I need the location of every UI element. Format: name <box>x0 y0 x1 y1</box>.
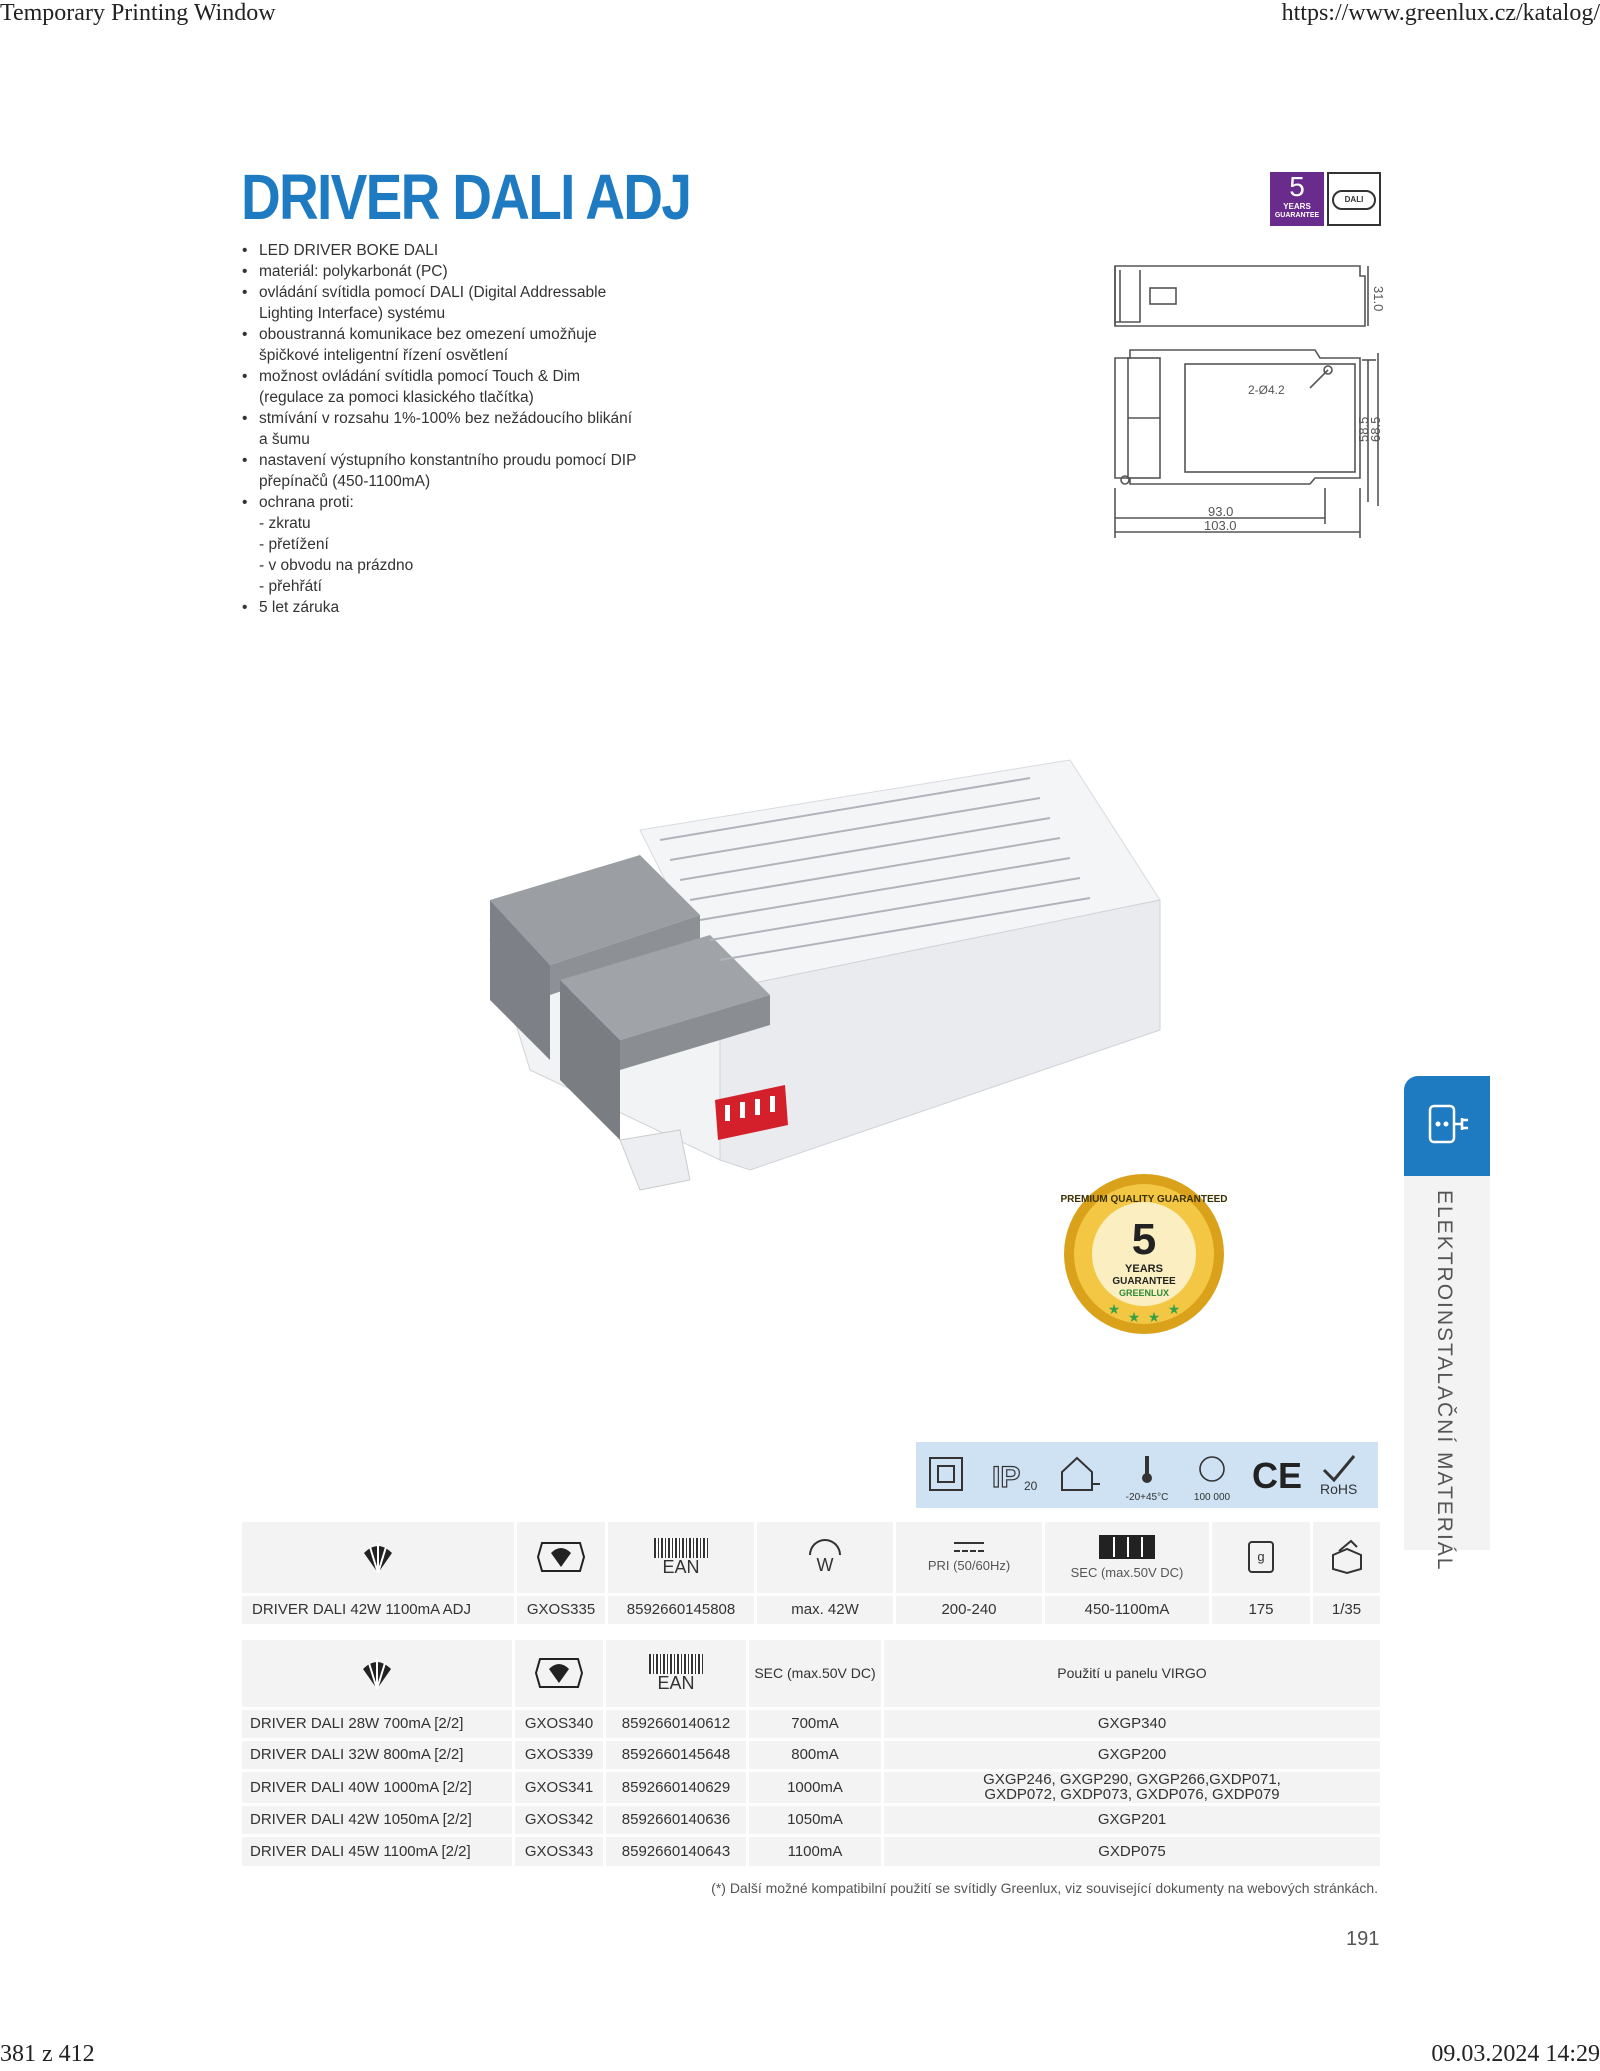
table2-sec: 1000mA <box>748 1770 883 1804</box>
feature-item: • ovládání svítidla pomocí DALI (Digital Addressable Lighting Interface) systému <box>242 282 642 324</box>
use-line-1: GXGP340 <box>1097 1715 1167 1732</box>
side-tab-icon-area[interactable] <box>1404 1076 1490 1176</box>
table2-sec: 1050mA <box>748 1804 883 1835</box>
page-number: 191 <box>1346 1928 1380 1950</box>
feature-sub-item: - přehřátí <box>259 578 322 595</box>
table2-code: GXOS340 <box>514 1708 605 1739</box>
sec-header: SEC (max.50V DC) <box>1070 1564 1184 1580</box>
dim-width-outer: 68.5 <box>1368 416 1383 442</box>
table1-weight: 175 <box>1211 1594 1312 1624</box>
product-code-icon <box>536 1539 586 1575</box>
table2-use <box>883 1835 1381 1866</box>
table2-name: DRIVER DALI 28W 700mA [2/2] <box>242 1708 514 1739</box>
feature-list <box>242 240 642 618</box>
table2-use <box>883 1739 1381 1770</box>
feature-item: • stmívání v rozsahu 1%-100% bez nežádoucího blikání a šumu <box>242 408 642 450</box>
table2-ean: 8592660140612 <box>605 1708 748 1739</box>
use-header: Použití u panelu VIRGO <box>1057 1665 1207 1682</box>
table1-ean: 8592660145808 <box>607 1594 756 1624</box>
guarantee-years-number: 5 <box>1289 171 1305 202</box>
svg-text:IP: IP <box>992 1461 1021 1494</box>
print-datetime: 09.03.2024 14:29 <box>1431 2041 1600 2067</box>
feature-sub-item: - přetížení <box>259 536 329 553</box>
svg-text:★: ★ <box>1147 1309 1161 1325</box>
feature-item: • 5 let záruka <box>242 597 642 618</box>
seal-guarantee: GUARANTEE <box>1112 1276 1176 1287</box>
use-line-2: GXDP072, GXDP073, GXDP076, GXDP079 <box>984 1786 1280 1803</box>
table1-pri: 200-240 <box>895 1594 1044 1624</box>
spec-table <box>242 1522 1380 1624</box>
rohs-icon <box>1320 1456 1357 1497</box>
feature-item: • možnost ovládání svítidla pomocí Touch & Dim (regulace za pomoci klasického tlačítka) <box>242 366 642 408</box>
table1-watt: max. 42W <box>756 1594 895 1624</box>
ce-icon: CE <box>1252 1455 1303 1496</box>
svg-text:★: ★ <box>1127 1309 1141 1325</box>
table2-ean: 8592660140643 <box>605 1835 748 1866</box>
svg-text:-20+45°C: -20+45°C <box>1125 1492 1169 1503</box>
use-line-1: GXGP201 <box>1097 1811 1167 1828</box>
table2-sec: 1100mA <box>748 1835 883 1866</box>
lifetime-icon <box>1194 1457 1231 1503</box>
weight-icon: g <box>1248 1541 1274 1573</box>
guarantee-years-label: YEARS <box>1283 202 1311 211</box>
barcode-icon <box>654 1538 708 1558</box>
svg-text:20: 20 <box>1024 1479 1038 1493</box>
table1-pack: 1/35 <box>1312 1594 1381 1624</box>
feature-item: • ochrana proti: <box>242 492 642 513</box>
product-title: DRIVER DALI ADJ <box>241 161 691 233</box>
indoor-icon <box>1062 1458 1100 1490</box>
table2-code: GXOS342 <box>514 1804 605 1835</box>
pri-header: PRI (50/60Hz) <box>927 1557 1011 1573</box>
table1-name: DRIVER DALI 42W 1100mA ADJ <box>242 1594 516 1624</box>
side-tab-label: ELEKTROINSTALAČNÍ MATERIÁL <box>1433 1190 1456 1572</box>
class-ii-icon <box>930 1458 962 1490</box>
feature-item: • LED DRIVER BOKE DALI <box>242 240 642 261</box>
technical-drawing <box>1110 258 1386 544</box>
dim-length-outer: 103.0 <box>1204 518 1237 533</box>
print-page-counter: 381 z 412 <box>0 2041 95 2067</box>
svg-text:★: ★ <box>1107 1301 1121 1317</box>
package-icon <box>1329 1539 1365 1575</box>
premium-guarantee-seal <box>1062 1172 1226 1336</box>
feature-sub-item: - zkratu <box>259 515 311 532</box>
power-icon <box>809 1539 841 1555</box>
table-row <box>242 1804 1380 1835</box>
driver-product-icon <box>359 1655 395 1691</box>
guarantee-badge <box>1270 172 1324 226</box>
table2-code: GXOS341 <box>514 1770 605 1804</box>
table2-code: GXOS343 <box>514 1835 605 1866</box>
table2-ean: 8592660145648 <box>605 1739 748 1770</box>
dip-setting-icon <box>1099 1535 1155 1559</box>
svg-text:RoHS: RoHS <box>1320 1481 1358 1497</box>
ip20-icon <box>992 1461 1038 1494</box>
seal-number: 5 <box>1131 1215 1157 1264</box>
table-row <box>242 1770 1380 1804</box>
table1-sec: 450-1100mA <box>1044 1594 1211 1624</box>
use-line-1: GXDP075 <box>1098 1842 1166 1860</box>
table2-code: GXOS339 <box>514 1739 605 1770</box>
table1-code: GXOS335 <box>516 1594 607 1624</box>
feature-item: • oboustranná komunikace bez omezení umožňuje špičkové inteligentní řízení osvětlení <box>242 324 642 366</box>
dali-logo-text: DALI <box>1332 190 1376 210</box>
temperature-icon <box>1126 1456 1169 1503</box>
guarantee-label: GUARANTEE <box>1274 212 1320 219</box>
barcode-icon <box>649 1654 703 1674</box>
seal-ring-text: PREMIUM QUALITY GUARANTEED <box>1060 1194 1228 1205</box>
table2-name: DRIVER DALI 45W 1100mA [2/2] <box>242 1835 514 1866</box>
compatibility-table <box>242 1640 1380 1866</box>
print-window-title: Temporary Printing Window <box>0 0 276 26</box>
dim-hole: 2-Ø4.2 <box>1248 383 1285 397</box>
certification-icons-bar <box>916 1442 1378 1508</box>
svg-text:★: ★ <box>1167 1301 1181 1317</box>
watt-header: W <box>816 1555 834 1576</box>
table2-use <box>883 1708 1381 1739</box>
table2-name: DRIVER DALI 42W 1050mA [2/2] <box>242 1804 514 1835</box>
table2-ean: 8592660140636 <box>605 1804 748 1835</box>
table2-use <box>883 1770 1381 1804</box>
use-line-1: GXGP200 <box>1097 1746 1167 1763</box>
electric-socket-icon <box>1404 1076 1490 1176</box>
sec-header-2: SEC (max.50V DC) <box>748 1640 883 1708</box>
table2-sec: 700mA <box>748 1708 883 1739</box>
footnote: (*) Další možné kompatibilní použití se svítidly Greenlux, viz související dokumenty na webových stránkách. <box>711 1880 1378 1896</box>
seal-brand: GREENLUX <box>1118 1288 1170 1298</box>
ean-header: EAN <box>662 1557 700 1578</box>
table2-ean: 8592660140629 <box>605 1770 748 1804</box>
primary-voltage-icon <box>954 1542 984 1552</box>
table2-name: DRIVER DALI 40W 1000mA [2/2] <box>242 1770 514 1804</box>
ean-header-2: EAN <box>657 1673 695 1694</box>
dim-width-inner: 58.5 <box>1356 416 1371 442</box>
feature-item: • nastavení výstupního konstantního proudu pomocí DIP přepínačů (450-1100mA) <box>242 450 642 492</box>
table-row <box>242 1739 1380 1770</box>
side-view-outline <box>1115 266 1365 326</box>
feature-sub-item: - v obvodu na prázdno <box>259 557 414 574</box>
driver-product-icon <box>360 1539 396 1575</box>
table2-name: DRIVER DALI 32W 800mA [2/2] <box>242 1739 514 1770</box>
product-code-icon <box>534 1655 584 1691</box>
dali-logo <box>1327 172 1381 226</box>
table2-use <box>883 1804 1381 1835</box>
table-row <box>242 1835 1380 1866</box>
table-row <box>242 1708 1380 1739</box>
dim-height: 31.0 <box>1371 286 1386 312</box>
seal-years: YEARS <box>1125 1263 1163 1275</box>
dim-length-inner: 93.0 <box>1208 504 1234 519</box>
use-line-1: GXGP246, GXGP290, GXGP266,GXDP071, <box>983 1771 1281 1788</box>
table2-sec: 800mA <box>748 1739 883 1770</box>
feature-item: • materiál: polykarbonát (PC) <box>242 261 642 282</box>
product-photo <box>470 740 1160 1240</box>
svg-text:100 000: 100 000 <box>1193 1492 1231 1503</box>
print-url[interactable]: https://www.greenlux.cz/katalog/ <box>1281 0 1600 26</box>
